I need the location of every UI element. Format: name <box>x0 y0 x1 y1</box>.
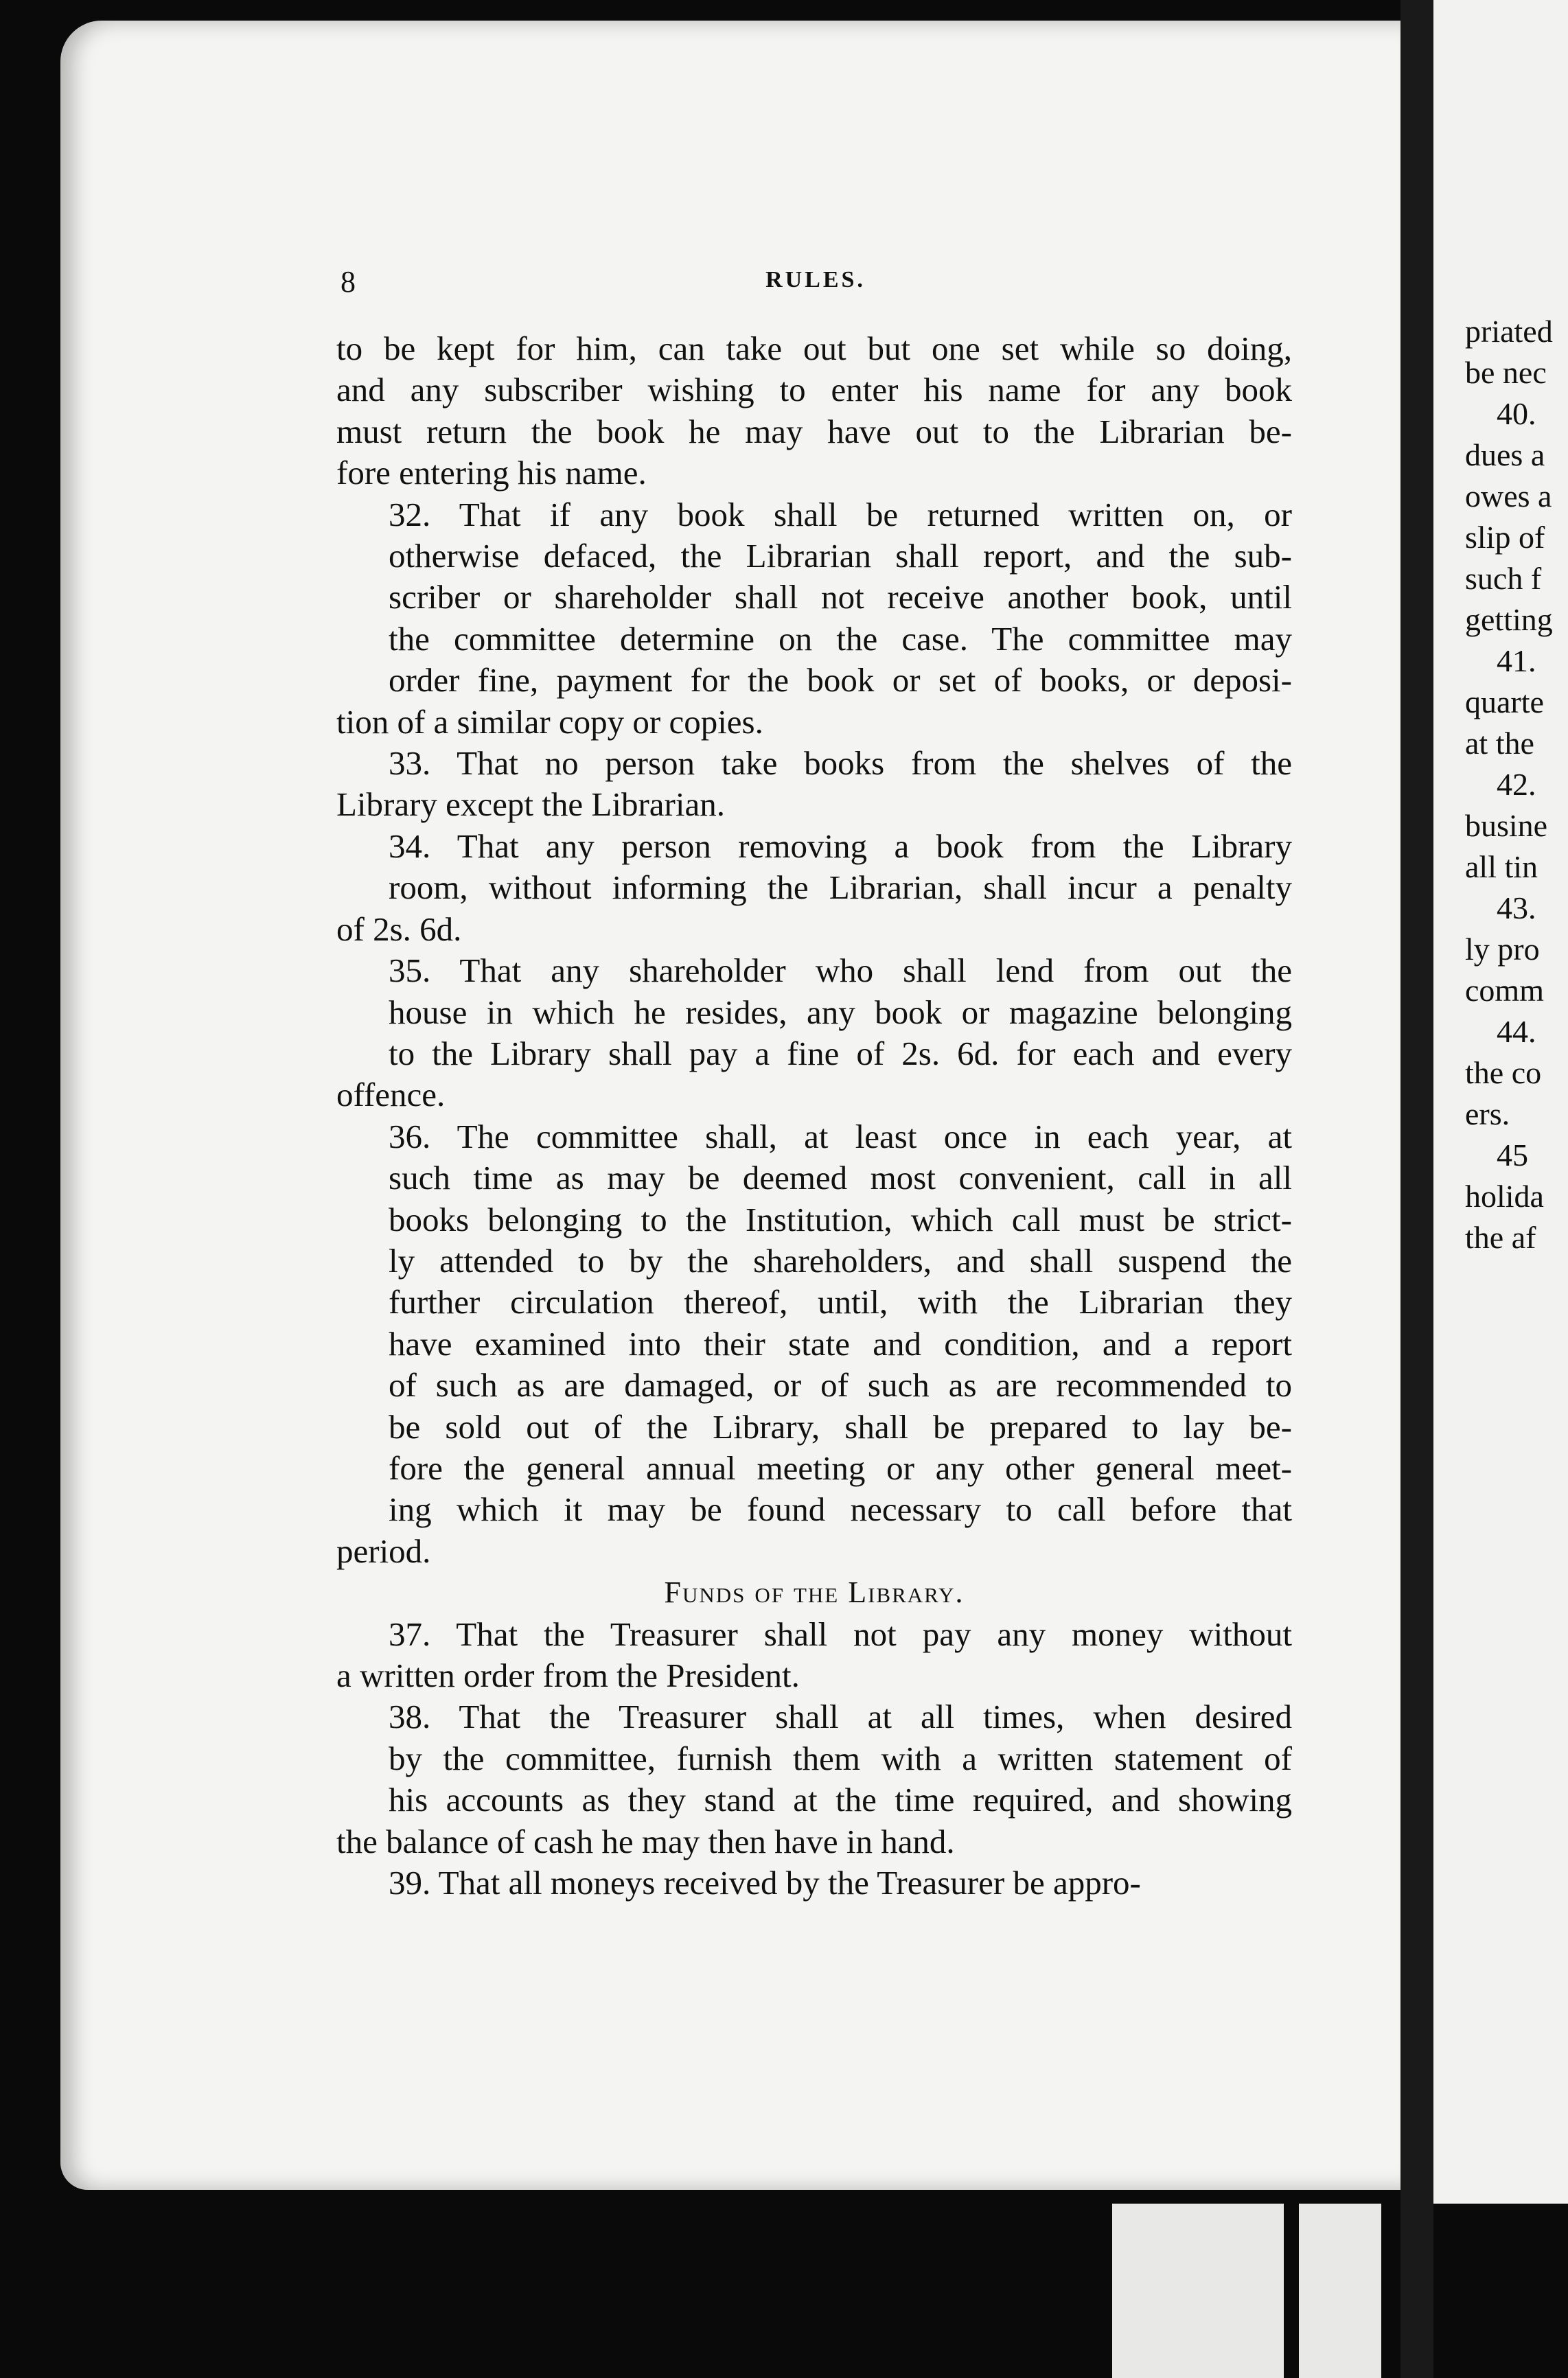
page-tab <box>1299 2204 1381 2378</box>
facing-line: be nec <box>1465 355 1547 390</box>
paragraph-end: fore entering his name. <box>336 454 647 492</box>
facing-line: owes a <box>1465 478 1552 513</box>
rule-39: 39. That all moneys received by the Treasurer be appro- <box>389 1864 1141 1902</box>
paragraph: to be kept for him, can take out but one set while so doing, and any subscriber wishing to enter his name for any book must return the book he may have out to the Librarian be- <box>336 330 1292 450</box>
facing-line: quarte <box>1465 684 1544 719</box>
rule-33-end: Library except the Librarian. <box>336 785 725 824</box>
facing-line: all tin <box>1465 849 1538 884</box>
facing-line: 45 <box>1497 1138 1528 1173</box>
rule-34: 34. That any person removing a book from the Library room, without informing the Librarian, shall incur a penalty <box>389 827 1292 907</box>
facing-line: 44. <box>1497 1014 1536 1049</box>
rule-33: 33. That no person take books from the shelves of the <box>389 744 1292 783</box>
facing-line: comm <box>1465 973 1544 1008</box>
rule-35: 35. That any shareholder who shall lend from out the house in which he resides, any book or magazine belonging to the Library shall pay a fine of 2s. 6d. for each and every <box>389 951 1292 1072</box>
facing-line: busine <box>1465 808 1548 843</box>
facing-line: 43. <box>1497 890 1536 925</box>
page-body <box>336 328 1292 1904</box>
facing-line: such f <box>1465 561 1542 596</box>
page-number: 8 <box>341 265 356 299</box>
rule-32: 32. That if any book shall be returned written on, or otherwise defaced, the Librarian shall report, and the sub- scriber or shareholder shall not receive another book, until the committee determine on the case. The committee may order fine, payment for the book or set of books, or deposi- <box>389 495 1292 700</box>
facing-line: slip of <box>1465 520 1545 555</box>
rule-36-end: period. <box>336 1532 431 1570</box>
facing-line: ly pro <box>1465 932 1540 967</box>
facing-line: dues a <box>1465 437 1545 472</box>
rule-36: 36. The committee shall, at least once in each year, at such time as may be deemed most convenient, call in all books belonging to the Institution, which call must be strict- ly attended to by the shareholders, and shall suspend the further circulation thereof, until, with the Librarian they have examined into their state and condition, and a report of such as are damaged, or of such as are recommended to be sold out of the Library, shall be prepared to lay be- fore the general annual meeting or any other general meet- ing which it may be found necessary to call before that <box>389 1117 1292 1529</box>
facing-line: 42. <box>1497 767 1536 802</box>
rule-38: 38. That the Treasurer shall at all times, when desired by the committee, furnish them with a written statement of his accounts as they stand at the time required, and showing <box>389 1698 1292 1819</box>
section-heading: Funds of the Library. <box>664 1575 965 1610</box>
facing-line: at the <box>1465 726 1534 761</box>
facing-line: ers. <box>1465 1096 1510 1131</box>
rule-38-end: the balance of cash he may then have in hand. <box>336 1822 955 1860</box>
facing-line: 41. <box>1497 643 1536 678</box>
page-header <box>341 264 1291 303</box>
rule-37-end: a written order from the President. <box>336 1656 800 1694</box>
facing-line: holida <box>1465 1179 1544 1214</box>
rule-32-end: tion of a similar copy or copies. <box>336 702 763 741</box>
rule-35-end: offence. <box>336 1076 446 1114</box>
facing-line: the af <box>1465 1220 1536 1255</box>
rule-37: 37. That the Treasurer shall not pay any money without <box>389 1615 1292 1653</box>
facing-line: 40. <box>1497 396 1536 431</box>
facing-line: priated <box>1465 314 1553 349</box>
running-title: RULES. <box>765 267 866 292</box>
facing-page-fragment <box>1433 0 1568 2204</box>
page-tab <box>1112 2204 1284 2378</box>
facing-line: the co <box>1465 1055 1542 1090</box>
rule-34-end: of 2s. 6d. <box>336 910 462 948</box>
facing-line: getting <box>1465 602 1553 637</box>
book-gutter <box>1400 0 1433 2378</box>
